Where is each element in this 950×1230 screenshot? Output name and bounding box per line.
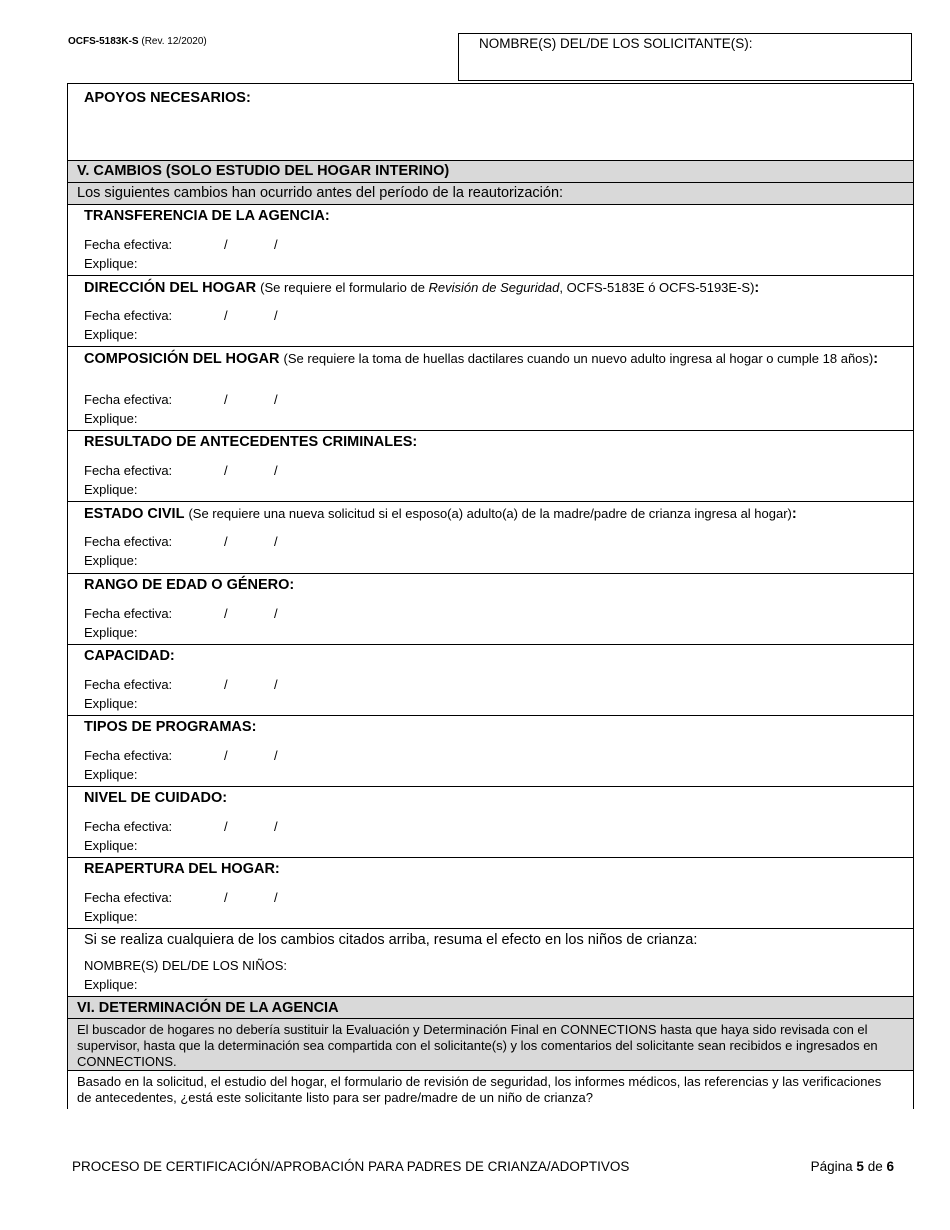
- date-separator: /: [224, 308, 228, 323]
- date-separator: /: [274, 748, 278, 763]
- item-label-line: [84, 505, 897, 523]
- item-note-a: (Se requiere la toma de huellas dactilares cuando un nuevo adulto ingresa al hogar o cumple 18 años): [283, 351, 874, 366]
- effective-date-label: Fecha efectiva:: [84, 677, 173, 692]
- form-table: [67, 83, 914, 1109]
- date-separator: /: [224, 534, 228, 549]
- determination-question-text: Basado en la solicitud, el estudio del hogar, el formulario de revisión de seguridad, los informes médicos, las referencias y las verificaciones de antecedentes, ¿está este solicitante listo para ser padre/madre de un niño de crianza?: [77, 1074, 882, 1105]
- item-note-a: (Se requiere una nueva solicitud si el esposo(a) adulto(a) de la madre/padre de crianza ingresa al hogar): [188, 506, 792, 521]
- effective-date-label: Fecha efectiva:: [84, 606, 173, 621]
- form-revision: (Rev. 12/2020): [141, 36, 207, 47]
- effective-date-label: Fecha efectiva:: [84, 890, 173, 905]
- section-vi-note-row: [68, 1018, 913, 1070]
- changes-summary-field[interactable]: [68, 928, 913, 996]
- page-current: 5: [856, 1159, 864, 1174]
- item-label: REAPERTURA DEL HOGAR:: [84, 861, 280, 877]
- page-mid: de: [867, 1159, 883, 1174]
- item-label: TRANSFERENCIA DE LA AGENCIA:: [84, 208, 330, 224]
- children-names-label: NOMBRE(S) DEL/DE LOS NIÑOS:: [84, 958, 287, 973]
- effective-date-label: Fecha efectiva:: [84, 463, 173, 478]
- explain-label: Explique:: [84, 977, 138, 992]
- item-label: COMPOSICIÓN DEL HOGAR: [84, 351, 280, 367]
- explain-label: Explique:: [84, 909, 138, 924]
- change-item-household-composition[interactable]: [68, 346, 913, 430]
- item-colon: :: [754, 280, 760, 296]
- section-v-subheader: [68, 182, 913, 204]
- footer-title: PROCESO DE CERTIFICACIÓN/APROBACIÓN PARA PADRES DE CRIANZA/ADOPTIVOS: [72, 1159, 630, 1174]
- item-label-line: [84, 279, 897, 297]
- change-item-level-of-care[interactable]: [68, 786, 913, 857]
- applicant-names-field[interactable]: [458, 33, 912, 81]
- date-separator: /: [224, 463, 228, 478]
- change-item-program-types[interactable]: [68, 715, 913, 786]
- date-separator: /: [224, 677, 228, 692]
- explain-label: Explique:: [84, 411, 138, 426]
- date-separator: /: [274, 890, 278, 905]
- date-separator: /: [274, 308, 278, 323]
- section-v-header: [68, 160, 913, 182]
- date-separator: /: [274, 819, 278, 834]
- explain-label: Explique:: [84, 327, 138, 342]
- date-separator: /: [224, 748, 228, 763]
- explain-label: Explique:: [84, 482, 138, 497]
- explain-label: Explique:: [84, 256, 138, 271]
- section-vi-title: VI. DETERMINACIÓN DE LA AGENCIA: [77, 1000, 339, 1016]
- change-item-home-address[interactable]: [68, 275, 913, 346]
- item-label-line: [84, 350, 897, 368]
- item-label: NIVEL DE CUIDADO:: [84, 790, 228, 806]
- summary-prompt: Si se realiza cualquiera de los cambios citados arriba, resuma el efecto en los niños de crianza:: [84, 932, 698, 948]
- item-note-italic: Revisión de Seguridad: [428, 280, 560, 295]
- item-colon: :: [791, 506, 797, 522]
- item-label: RANGO DE EDAD O GÉNERO:: [84, 577, 295, 593]
- date-separator: /: [224, 606, 228, 621]
- date-separator: /: [274, 534, 278, 549]
- page-prefix: Página: [810, 1159, 853, 1174]
- date-separator: /: [274, 677, 278, 692]
- change-item-criminal-background[interactable]: [68, 430, 913, 501]
- supports-needed-field[interactable]: [68, 84, 913, 160]
- section-vi-header: [68, 996, 913, 1018]
- page-number: [811, 1159, 894, 1174]
- applicant-names-label: NOMBRE(S) DEL/DE LOS SOLICITANTE(S):: [479, 36, 753, 51]
- item-note-b: , OCFS-5183E ó OCFS-5193E-S): [559, 280, 755, 295]
- section-v-title: V. CAMBIOS (SOLO ESTUDIO DEL HOGAR INTERINO): [77, 163, 450, 179]
- item-label: DIRECCIÓN DEL HOGAR: [84, 280, 257, 296]
- page-total: 6: [886, 1159, 894, 1174]
- item-label: TIPOS DE PROGRAMAS:: [84, 719, 257, 735]
- effective-date-label: Fecha efectiva:: [84, 819, 173, 834]
- date-separator: /: [224, 237, 228, 252]
- explain-label: Explique:: [84, 838, 138, 853]
- date-separator: /: [224, 819, 228, 834]
- supports-needed-label: APOYOS NECESARIOS:: [84, 90, 251, 106]
- explain-label: Explique:: [84, 625, 138, 640]
- item-label: CAPACIDAD:: [84, 648, 175, 664]
- explain-label: Explique:: [84, 696, 138, 711]
- explain-label: Explique:: [84, 767, 138, 782]
- item-label: RESULTADO DE ANTECEDENTES CRIMINALES:: [84, 434, 418, 450]
- form-code: OCFS-5183K-S: [68, 36, 139, 47]
- item-label: ESTADO CIVIL: [84, 506, 185, 522]
- agency-determination-question[interactable]: [68, 1070, 913, 1110]
- date-separator: /: [274, 392, 278, 407]
- section-vi-note: El buscador de hogares no debería sustituir la Evaluación y Determinación Final en CONNECTIONS hasta que haya sido revisada con el supervisor, hasta que la determinación sea compartida con el solicitante(s) y los comentarios del solicitante sean recibidos e ingresados en CONNECTIONS.: [77, 1022, 878, 1069]
- change-item-home-reopening[interactable]: [68, 857, 913, 928]
- form-id: [68, 36, 207, 47]
- date-separator: /: [274, 463, 278, 478]
- item-note-a: (Se requiere el formulario de: [260, 280, 429, 295]
- explain-label: Explique:: [84, 553, 138, 568]
- effective-date-label: Fecha efectiva:: [84, 308, 173, 323]
- item-colon: :: [873, 351, 879, 367]
- effective-date-label: Fecha efectiva:: [84, 534, 173, 549]
- change-item-agency-transfer[interactable]: [68, 204, 913, 275]
- date-separator: /: [274, 606, 278, 621]
- date-separator: /: [274, 237, 278, 252]
- section-v-subtitle: Los siguientes cambios han ocurrido antes del período de la reautorización:: [77, 185, 564, 201]
- change-item-marital-status[interactable]: [68, 501, 913, 573]
- change-item-age-gender-range[interactable]: [68, 573, 913, 644]
- date-separator: /: [224, 392, 228, 407]
- change-item-capacity[interactable]: [68, 644, 913, 715]
- effective-date-label: Fecha efectiva:: [84, 237, 173, 252]
- date-separator: /: [224, 890, 228, 905]
- effective-date-label: Fecha efectiva:: [84, 748, 173, 763]
- effective-date-label: Fecha efectiva:: [84, 392, 173, 407]
